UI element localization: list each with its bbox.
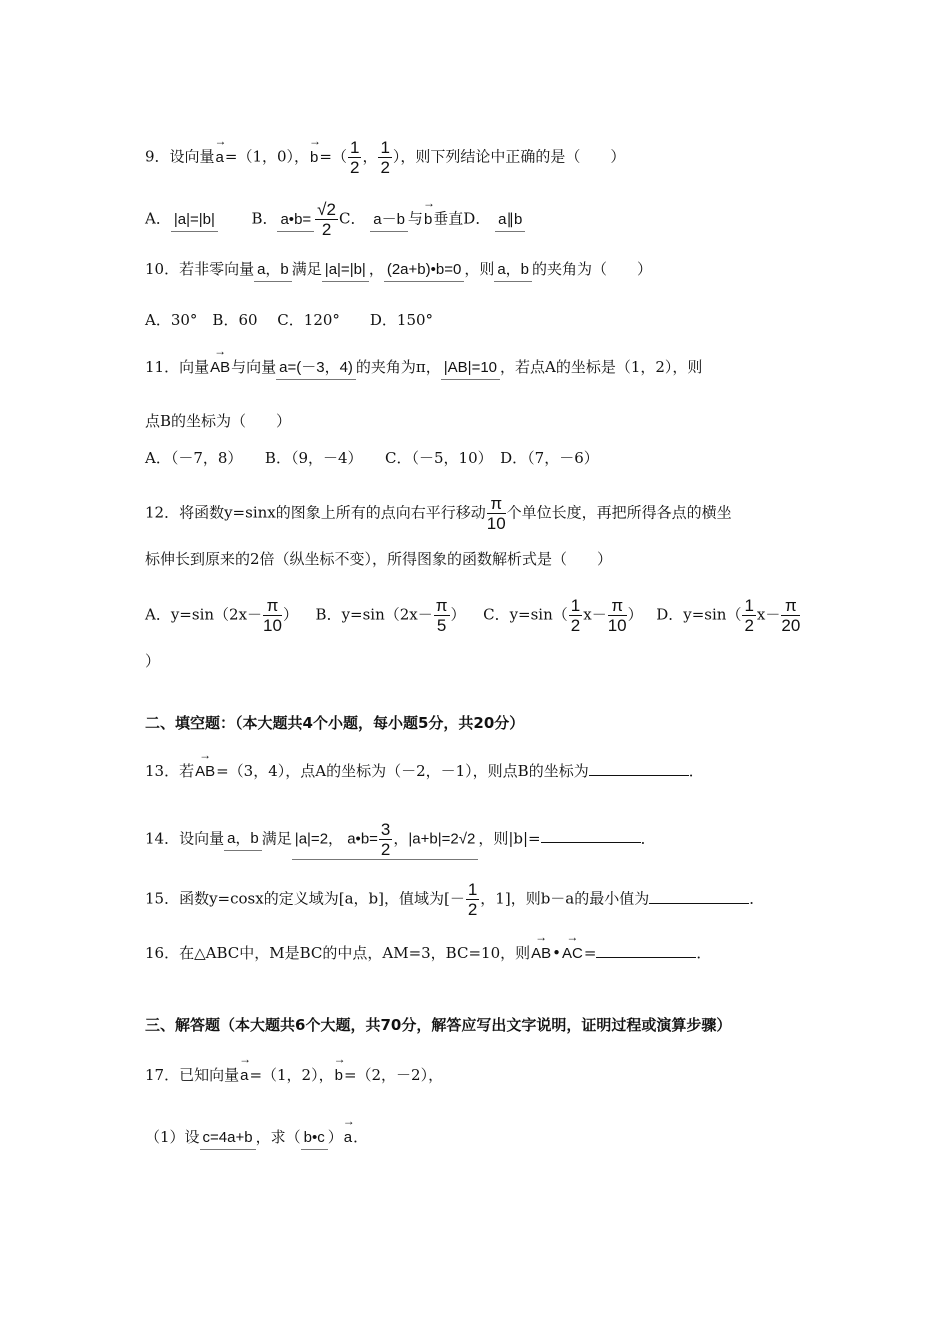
q14-b-norm: |b|: [508, 829, 529, 848]
dot-operator: •: [552, 944, 561, 962]
frac-den: 2: [321, 220, 332, 239]
frac-den: 10: [263, 616, 282, 635]
period: ．: [353, 1128, 369, 1146]
section-heading-fill-in: 二、填空题：（本大题共4个小题，每小题5分，共20分）: [145, 714, 525, 732]
q9-stem: [145, 138, 625, 177]
q10-vectors: a，b: [254, 259, 292, 282]
q9-option-c-label: C．: [338, 209, 366, 228]
q14-cond1: |a|=2，: [294, 830, 344, 848]
close-paren: ）: [450, 605, 466, 624]
frac-num: √2: [317, 200, 336, 219]
equals: =: [528, 829, 541, 848]
frac-num: π: [435, 596, 448, 615]
q14-cond-label: 满足: [261, 829, 292, 848]
vector-ab: → AB: [194, 761, 216, 783]
q10-cond1: |a|=|b|: [322, 259, 369, 282]
q9-option-a-label: A．: [145, 209, 171, 228]
vector-b: → b: [334, 1065, 344, 1087]
frac-num: 3: [380, 820, 391, 839]
frac-num: 1: [349, 138, 360, 157]
frac-den: 10: [607, 616, 627, 635]
q12-option-c: C．y=sin（: [483, 605, 568, 624]
vector-ab: → AB: [530, 943, 552, 965]
close-paren: ）: [327, 1128, 343, 1146]
frac-den: 2: [744, 616, 754, 635]
q16-stem: [145, 942, 711, 965]
q12-stem-start: 12．将函数y=sinx的图象上所有的点向右平行移动: [145, 503, 486, 522]
q12-options: [145, 596, 801, 635]
q17-a-value: =（1，2），: [249, 1066, 334, 1084]
frac-den: 2: [349, 158, 360, 177]
q13-stem-start: 13．若: [145, 762, 195, 780]
q9-option-c-expr: a－b: [370, 209, 408, 232]
q9-options: [145, 200, 525, 239]
q10-comma: ，: [368, 260, 384, 278]
q14-stem-start: 14．设向量: [145, 829, 225, 848]
q10-cond-label: 满足: [291, 260, 322, 278]
q11-angle: 的夹角为π，: [355, 358, 441, 376]
q9-stem-end: ），则下列结论中正确的是（ ）: [392, 147, 626, 166]
q9-b-value: =（: [319, 147, 347, 166]
vector-ac: → AC: [561, 943, 584, 965]
q14-then: ，则: [478, 829, 509, 848]
q17-b-value: =（2，－2），: [343, 1066, 444, 1084]
q13-stem: [145, 760, 704, 783]
q15-answer-blank[interactable]: [649, 889, 749, 904]
q10-stem: [145, 258, 652, 282]
q17-c-def: c=4a+b: [200, 1127, 256, 1150]
equals: =: [583, 944, 597, 962]
q17-part1: [145, 1126, 368, 1150]
q14-vectors: a，b: [224, 828, 262, 851]
section-heading-solutions: 三、解答题（本大题共6个大题，共70分，解答应写出文字说明，证明过程或演算步骤）: [145, 1016, 732, 1034]
q9-option-a-expr: |a|=|b|: [171, 209, 218, 232]
q15-stem-start: 15．函数y=cosx的定义域为[a，b]，值域为[－: [145, 889, 465, 908]
q11-a-expr: a=(－3，4): [276, 357, 356, 380]
vector-a: → a: [215, 147, 225, 169]
q10-vectors-2: a，b: [494, 259, 532, 282]
q17-b-dot-c: b•c: [301, 1127, 328, 1150]
vector-b: → b: [309, 147, 319, 169]
q9-sep: ，: [362, 147, 378, 166]
frac-num: 1: [380, 138, 390, 157]
period: ．: [640, 829, 656, 848]
q10-then: ，则: [464, 260, 495, 278]
q12-option-d: D．y=sin（: [656, 605, 742, 624]
q17-stem: [145, 1064, 443, 1087]
frac-num: 1: [467, 880, 478, 899]
q14-stem: [145, 820, 656, 860]
q11-stem-end: ，若点A的坐标是（1，2），则: [500, 358, 703, 376]
frac-num: 1: [744, 596, 754, 615]
period: ．: [688, 762, 704, 780]
fraction-one-half: [466, 880, 479, 919]
q10-stem-start: 10．若非零向量: [145, 260, 255, 278]
q12-stem-end: 个单位长度，再把所得各点的横坐: [506, 503, 732, 522]
frac-den: 10: [486, 514, 506, 533]
q9-stem-start: 9．设向量: [145, 147, 215, 166]
q11-length: |AB|=10: [441, 357, 500, 380]
q9-option-d-expr: a∥b: [495, 209, 525, 232]
frac-den: 2: [380, 840, 391, 859]
close-paren: ）: [627, 605, 643, 624]
q14-cond3: ，|a+b|=2√2: [393, 830, 476, 848]
q11-with: 与向量: [231, 358, 277, 376]
q10-options: A．30° B．60 C．120° D．150°: [145, 311, 434, 329]
fraction-pi-over-10: [263, 596, 282, 635]
close-paren: ）: [282, 605, 298, 624]
frac-num: π: [781, 596, 800, 616]
fraction-one-half: [569, 596, 582, 635]
q16-answer-blank[interactable]: [596, 943, 696, 958]
q15-stem-end: ，1]，则b－a的最小值为: [480, 889, 650, 908]
fraction-pi-over-5: [434, 596, 450, 635]
vector-a: → a: [239, 1065, 249, 1087]
q14-answer-blank[interactable]: [541, 828, 641, 843]
q15-stem: [145, 880, 764, 919]
vector-a: → a: [343, 1127, 353, 1149]
q10-cond2: (2a+b)•b=0: [384, 259, 464, 282]
fraction-sqrt2-over-2: [315, 200, 338, 239]
q11-stem-start: 11．向量: [145, 358, 210, 376]
period: ．: [696, 944, 712, 962]
frac-den: 2: [570, 616, 581, 635]
period: ．: [749, 889, 765, 908]
q12-stem: [145, 494, 732, 533]
q9-option-c-mid: 与: [407, 209, 423, 228]
q17-stem-start: 17．已知向量: [145, 1066, 240, 1084]
q9-a-value: =（1，0），: [224, 147, 310, 166]
vector-ab: → AB: [209, 357, 231, 379]
fraction-pi-over-20: [781, 596, 800, 635]
q11-stem: [145, 356, 702, 380]
q12-option-d-mid: x－: [756, 605, 781, 624]
q16-stem-start: 16．在△ABC中，M是BC的中点，AM=3，BC=10，则: [145, 944, 531, 962]
q12-option-d-close: ）: [145, 652, 161, 670]
q13-answer-blank[interactable]: [589, 761, 689, 776]
frac-den: 5: [436, 616, 447, 635]
frac-den: 2: [380, 158, 390, 177]
frac-num: π: [487, 494, 506, 514]
q12-option-a: A．y=sin（2x－: [145, 605, 263, 624]
q11-options: A．（－7，8） B．（9，－4） C．（－5，10） D．（7，－6）: [145, 449, 599, 467]
q12-line2: 标伸长到原来的2倍（纵坐标不变），所得图象的函数解析式是（ ）: [145, 550, 613, 568]
q13-stem-end: =（3，4），点A的坐标为（－2，－1），则点B的坐标为: [216, 762, 589, 780]
q17-part1-mid: ，求（: [255, 1128, 301, 1146]
q14-cond2: a•b=: [347, 830, 378, 848]
fraction-three-halves: [379, 820, 392, 859]
q17-part1-start: （1）设: [145, 1128, 200, 1146]
frac-den: 20: [781, 616, 801, 635]
q12-option-b: B．y=sin（2x－: [315, 605, 433, 624]
q14-condition-box: [292, 820, 479, 860]
frac-num: π: [608, 596, 627, 616]
q9-option-c-end: 垂直: [433, 209, 464, 228]
q10-stem-end: 的夹角为（ ）: [532, 260, 653, 278]
fraction-half-2: [378, 138, 391, 177]
q9-option-b-expr: a•b=: [277, 209, 314, 232]
q9-option-d-label: D．: [463, 209, 491, 228]
frac-num: π: [263, 596, 282, 616]
fraction-one-half: [742, 596, 755, 635]
vector-b: → b: [423, 209, 433, 231]
fraction-half: [348, 138, 361, 177]
fraction-pi-over-10: [487, 494, 506, 533]
q12-option-c-mid: x－: [583, 605, 607, 624]
fraction-pi-over-10: [608, 596, 627, 635]
q11-line2: 点B的坐标为（ ）: [145, 412, 292, 430]
q9-option-b-label: B．: [251, 209, 278, 228]
frac-num: 1: [570, 596, 581, 615]
frac-den: 2: [467, 900, 478, 919]
